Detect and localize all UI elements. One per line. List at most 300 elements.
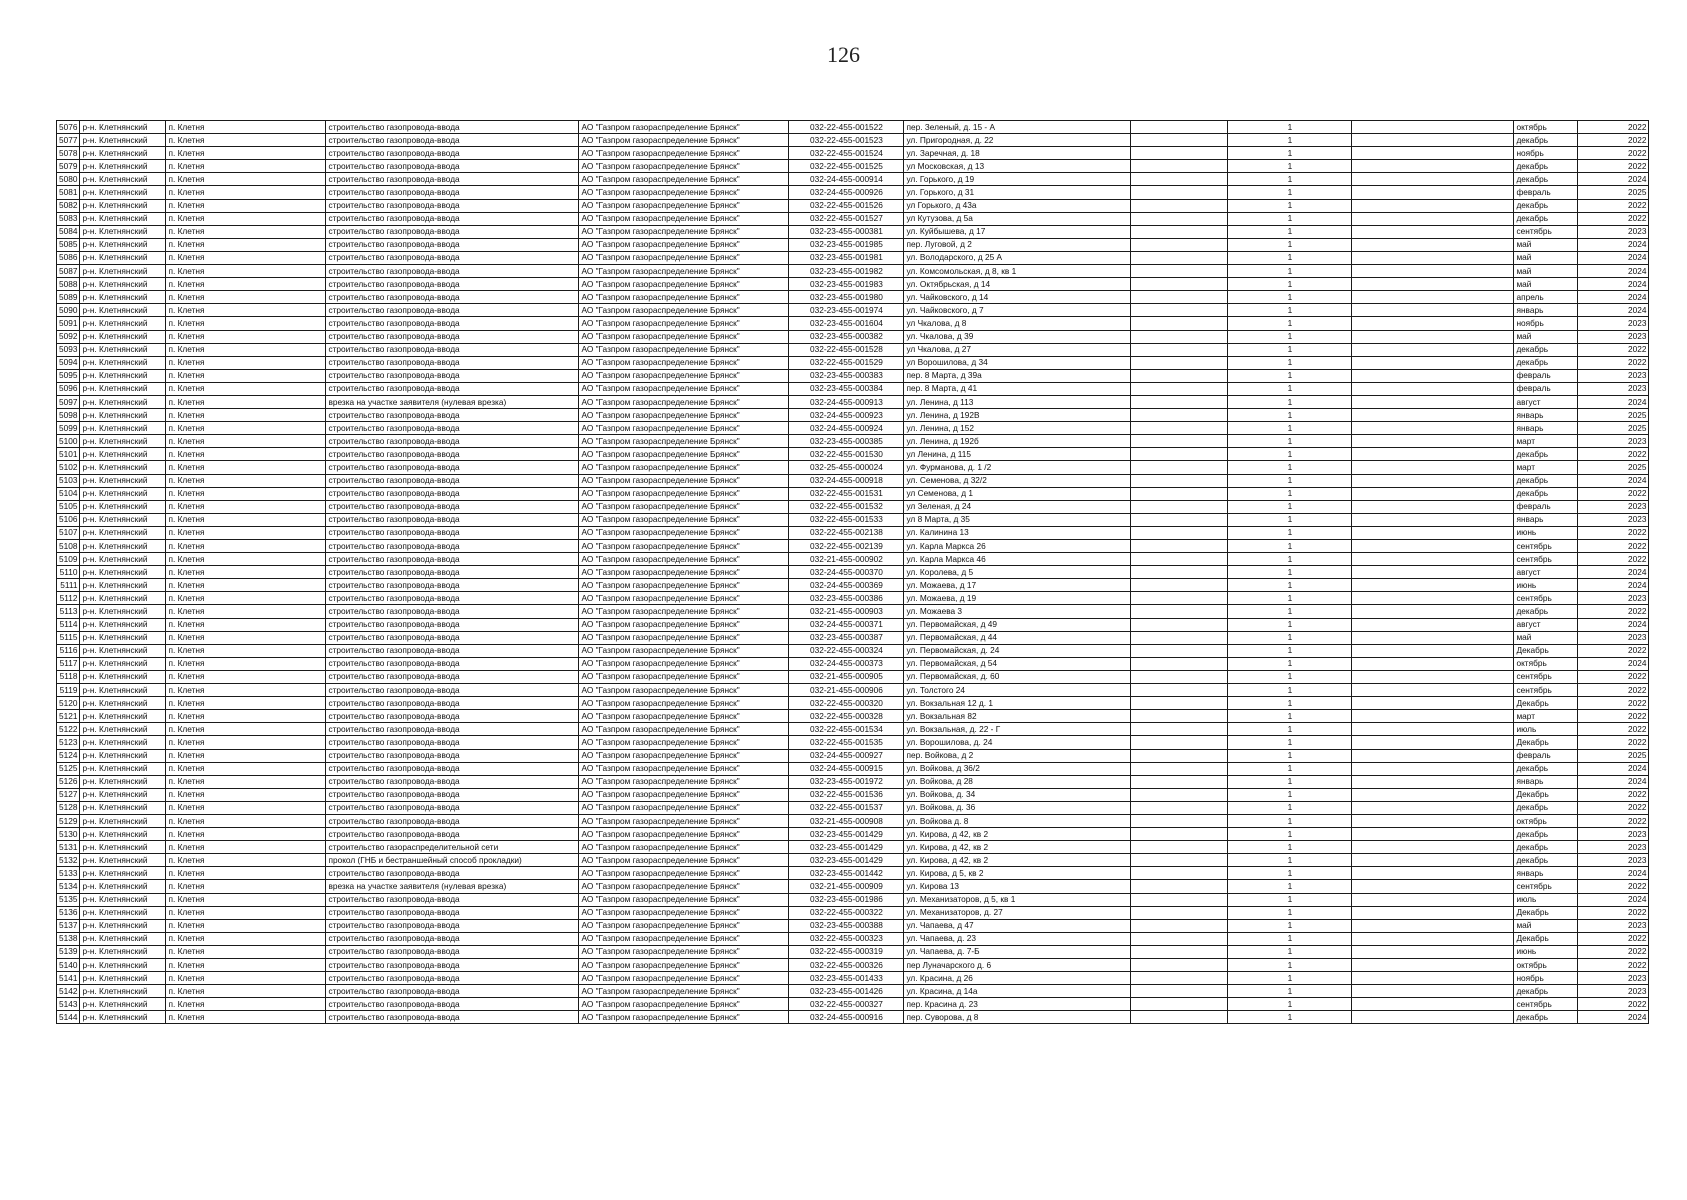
organization-cell: АО "Газпром газораспределение Брянск" <box>579 919 789 932</box>
district-cell: р-н. Клетнянский <box>80 526 166 539</box>
empty-cell <box>1131 251 1228 264</box>
quantity-cell: 1 <box>1228 618 1352 631</box>
month-cell: май <box>1514 278 1578 291</box>
empty-cell <box>1131 265 1228 278</box>
year-cell: 2024 <box>1578 1011 1649 1024</box>
empty-cell <box>1131 605 1228 618</box>
empty-cell <box>1352 265 1514 278</box>
district-cell: р-н. Клетнянский <box>80 749 166 762</box>
year-cell: 2024 <box>1578 304 1649 317</box>
address-cell: ул Горького, д 43а <box>904 199 1131 212</box>
district-cell: р-н. Клетнянский <box>80 670 166 683</box>
district-cell: р-н. Клетнянский <box>80 801 166 814</box>
empty-cell <box>1131 945 1228 958</box>
month-cell: март <box>1514 461 1578 474</box>
table-row <box>57 448 1649 461</box>
empty-cell <box>1131 814 1228 827</box>
settlement-cell: п. Клетня <box>166 435 326 448</box>
work-type-cell: строительство газопровода-ввода <box>326 540 579 553</box>
year-cell: 2022 <box>1578 710 1649 723</box>
organization-cell: АО "Газпром газораспределение Брянск" <box>579 487 789 500</box>
table-row <box>57 422 1649 435</box>
settlement-cell: п. Клетня <box>166 369 326 382</box>
work-type-cell: строительство газопровода-ввода <box>326 291 579 304</box>
month-cell: декабрь <box>1514 448 1578 461</box>
settlement-cell: п. Клетня <box>166 474 326 487</box>
work-type-cell: строительство газопровода-ввода <box>326 173 579 186</box>
work-type-cell: строительство газопровода-ввода <box>326 670 579 683</box>
work-type-cell: строительство газопровода-ввода <box>326 382 579 395</box>
empty-cell <box>1131 919 1228 932</box>
quantity-cell: 1 <box>1228 592 1352 605</box>
code-cell: 032-23-455-001604 <box>789 317 904 330</box>
work-type-cell: строительство газопровода-ввода <box>326 147 579 160</box>
district-cell: р-н. Клетнянский <box>80 330 166 343</box>
table-row <box>57 985 1649 998</box>
quantity-cell: 1 <box>1228 435 1352 448</box>
settlement-cell: п. Клетня <box>166 972 326 985</box>
empty-cell <box>1131 906 1228 919</box>
address-cell: ул. Кирова 13 <box>904 880 1131 893</box>
table-row <box>57 736 1649 749</box>
organization-cell: АО "Газпром газораспределение Брянск" <box>579 657 789 670</box>
table-row <box>57 945 1649 958</box>
settlement-cell: п. Клетня <box>166 513 326 526</box>
organization-cell: АО "Газпром газораспределение Брянск" <box>579 788 789 801</box>
district-cell: р-н. Клетнянский <box>80 723 166 736</box>
empty-cell <box>1131 985 1228 998</box>
table-row <box>57 631 1649 644</box>
settlement-cell: п. Клетня <box>166 998 326 1011</box>
year-cell: 2023 <box>1578 382 1649 395</box>
district-cell: р-н. Клетнянский <box>80 134 166 147</box>
work-type-cell: строительство газопровода-ввода <box>326 199 579 212</box>
address-cell: ул. Кирова, д 42, кв 2 <box>904 828 1131 841</box>
row-number-cell: 5098 <box>57 409 80 422</box>
organization-cell: АО "Газпром газораспределение Брянск" <box>579 605 789 618</box>
year-cell: 2024 <box>1578 566 1649 579</box>
address-cell: ул. Войкова, д. 34 <box>904 788 1131 801</box>
empty-cell <box>1352 134 1514 147</box>
settlement-cell: п. Клетня <box>166 382 326 395</box>
work-type-cell: строительство газопровода-ввода <box>326 566 579 579</box>
district-cell: р-н. Клетнянский <box>80 513 166 526</box>
row-number-cell: 5138 <box>57 932 80 945</box>
table-row <box>57 278 1649 291</box>
code-cell: 032-24-455-000371 <box>789 618 904 631</box>
district-cell: р-н. Клетнянский <box>80 382 166 395</box>
organization-cell: АО "Газпром газораспределение Брянск" <box>579 356 789 369</box>
row-number-cell: 5120 <box>57 697 80 710</box>
code-cell: 032-23-455-001426 <box>789 985 904 998</box>
address-cell: ул. Королева, д 5 <box>904 566 1131 579</box>
empty-cell <box>1352 959 1514 972</box>
table-row <box>57 788 1649 801</box>
district-cell: р-н. Клетнянский <box>80 828 166 841</box>
month-cell: январь <box>1514 422 1578 435</box>
address-cell: ул 8 Марта, д 35 <box>904 513 1131 526</box>
code-cell: 032-24-455-000915 <box>789 762 904 775</box>
address-cell: ул. Чайковского, д 14 <box>904 291 1131 304</box>
table-row <box>57 618 1649 631</box>
address-cell: ул. Володарского, д 25 А <box>904 251 1131 264</box>
row-number-cell: 5125 <box>57 762 80 775</box>
year-cell: 2024 <box>1578 657 1649 670</box>
settlement-cell: п. Клетня <box>166 736 326 749</box>
empty-cell <box>1131 893 1228 906</box>
empty-cell <box>1352 500 1514 513</box>
empty-cell <box>1352 684 1514 697</box>
address-cell: пер. 8 Марта, д 39а <box>904 369 1131 382</box>
month-cell: октябрь <box>1514 959 1578 972</box>
row-number-cell: 5079 <box>57 160 80 173</box>
year-cell: 2023 <box>1578 985 1649 998</box>
address-cell: ул. Калинина 13 <box>904 526 1131 539</box>
quantity-cell: 1 <box>1228 422 1352 435</box>
organization-cell: АО "Газпром газораспределение Брянск" <box>579 775 789 788</box>
work-type-cell: строительство газопровода-ввода <box>326 251 579 264</box>
empty-cell <box>1131 160 1228 173</box>
address-cell: ул Московская, д 13 <box>904 160 1131 173</box>
district-cell: р-н. Клетнянский <box>80 919 166 932</box>
empty-cell <box>1131 540 1228 553</box>
quantity-cell: 1 <box>1228 251 1352 264</box>
row-number-cell: 5100 <box>57 435 80 448</box>
empty-cell <box>1352 670 1514 683</box>
quantity-cell: 1 <box>1228 919 1352 932</box>
work-type-cell: врезка на участке заявителя (нулевая врезка) <box>326 880 579 893</box>
empty-cell <box>1352 710 1514 723</box>
empty-cell <box>1131 631 1228 644</box>
row-number-cell: 5142 <box>57 985 80 998</box>
table-row <box>57 697 1649 710</box>
quantity-cell: 1 <box>1228 461 1352 474</box>
empty-cell <box>1131 932 1228 945</box>
empty-cell <box>1131 880 1228 893</box>
quantity-cell: 1 <box>1228 343 1352 356</box>
code-cell: 032-22-455-000326 <box>789 959 904 972</box>
code-cell: 032-21-455-000905 <box>789 670 904 683</box>
row-number-cell: 5124 <box>57 749 80 762</box>
empty-cell <box>1352 173 1514 186</box>
district-cell: р-н. Клетнянский <box>80 985 166 998</box>
work-type-cell: строительство газопровода-ввода <box>326 684 579 697</box>
quantity-cell: 1 <box>1228 788 1352 801</box>
settlement-cell: п. Клетня <box>166 710 326 723</box>
settlement-cell: п. Клетня <box>166 828 326 841</box>
empty-cell <box>1352 212 1514 225</box>
address-cell: пер. Суворова, д 8 <box>904 1011 1131 1024</box>
district-cell: р-н. Клетнянский <box>80 841 166 854</box>
row-number-cell: 5092 <box>57 330 80 343</box>
settlement-cell: п. Клетня <box>166 186 326 199</box>
empty-cell <box>1352 160 1514 173</box>
code-cell: 032-23-455-001429 <box>789 841 904 854</box>
row-number-cell: 5077 <box>57 134 80 147</box>
code-cell: 032-22-455-001528 <box>789 343 904 356</box>
settlement-cell: п. Клетня <box>166 540 326 553</box>
organization-cell: АО "Газпром газораспределение Брянск" <box>579 382 789 395</box>
empty-cell <box>1131 448 1228 461</box>
settlement-cell: п. Клетня <box>166 251 326 264</box>
empty-cell <box>1131 710 1228 723</box>
month-cell: декабрь <box>1514 605 1578 618</box>
month-cell: июнь <box>1514 526 1578 539</box>
settlement-cell: п. Клетня <box>166 841 326 854</box>
empty-cell <box>1352 395 1514 408</box>
empty-cell <box>1352 723 1514 736</box>
empty-cell <box>1131 395 1228 408</box>
address-cell: ул. Войкова, д. 36 <box>904 801 1131 814</box>
quantity-cell: 1 <box>1228 121 1352 134</box>
empty-cell <box>1131 579 1228 592</box>
row-number-cell: 5137 <box>57 919 80 932</box>
empty-cell <box>1352 854 1514 867</box>
month-cell: декабрь <box>1514 841 1578 854</box>
code-cell: 032-22-455-001533 <box>789 513 904 526</box>
empty-cell <box>1352 422 1514 435</box>
month-cell: май <box>1514 265 1578 278</box>
empty-cell <box>1131 972 1228 985</box>
district-cell: р-н. Клетнянский <box>80 474 166 487</box>
month-cell: декабрь <box>1514 985 1578 998</box>
work-type-cell: строительство газопровода-ввода <box>326 736 579 749</box>
district-cell: р-н. Клетнянский <box>80 461 166 474</box>
row-number-cell: 5102 <box>57 461 80 474</box>
organization-cell: АО "Газпром газораспределение Брянск" <box>579 972 789 985</box>
empty-cell <box>1131 566 1228 579</box>
empty-cell <box>1131 186 1228 199</box>
year-cell: 2024 <box>1578 251 1649 264</box>
month-cell: Декабрь <box>1514 932 1578 945</box>
settlement-cell: п. Клетня <box>166 867 326 880</box>
empty-cell <box>1131 959 1228 972</box>
row-number-cell: 5101 <box>57 448 80 461</box>
row-number-cell: 5109 <box>57 553 80 566</box>
work-type-cell: строительство газопровода-ввода <box>326 762 579 775</box>
district-cell: р-н. Клетнянский <box>80 553 166 566</box>
empty-cell <box>1131 147 1228 160</box>
empty-cell <box>1131 684 1228 697</box>
empty-cell <box>1352 814 1514 827</box>
table-row <box>57 212 1649 225</box>
organization-cell: АО "Газпром газораспределение Брянск" <box>579 395 789 408</box>
address-cell: пер. Луговой, д 2 <box>904 238 1131 251</box>
district-cell: р-н. Клетнянский <box>80 972 166 985</box>
organization-cell: АО "Газпром газораспределение Брянск" <box>579 579 789 592</box>
row-number-cell: 5126 <box>57 775 80 788</box>
work-type-cell: строительство газопровода-ввода <box>326 644 579 657</box>
quantity-cell: 1 <box>1228 697 1352 710</box>
organization-cell: АО "Газпром газораспределение Брянск" <box>579 474 789 487</box>
empty-cell <box>1352 644 1514 657</box>
address-cell: ул. Войкова д. 8 <box>904 814 1131 827</box>
code-cell: 032-23-455-000387 <box>789 631 904 644</box>
work-type-cell: строительство газопровода-ввода <box>326 710 579 723</box>
month-cell: март <box>1514 710 1578 723</box>
year-cell: 2022 <box>1578 147 1649 160</box>
work-type-cell: строительство газопровода-ввода <box>326 238 579 251</box>
district-cell: р-н. Клетнянский <box>80 684 166 697</box>
row-number-cell: 5110 <box>57 566 80 579</box>
district-cell: р-н. Клетнянский <box>80 435 166 448</box>
address-cell: ул. Ленина, д 113 <box>904 395 1131 408</box>
empty-cell <box>1131 500 1228 513</box>
work-type-cell: строительство газопровода-ввода <box>326 631 579 644</box>
organization-cell: АО "Газпром газораспределение Брянск" <box>579 251 789 264</box>
address-cell: пер Луначарского д. 6 <box>904 959 1131 972</box>
settlement-cell: п. Клетня <box>166 343 326 356</box>
district-cell: р-н. Клетнянский <box>80 160 166 173</box>
work-type-cell: строительство газопровода-ввода <box>326 985 579 998</box>
work-type-cell: строительство газопровода-ввода <box>326 343 579 356</box>
work-type-cell: строительство газопровода-ввода <box>326 579 579 592</box>
year-cell: 2022 <box>1578 487 1649 500</box>
district-cell: р-н. Клетнянский <box>80 998 166 1011</box>
settlement-cell: п. Клетня <box>166 814 326 827</box>
table-row <box>57 526 1649 539</box>
district-cell: р-н. Клетнянский <box>80 395 166 408</box>
quantity-cell: 1 <box>1228 814 1352 827</box>
code-cell: 032-22-455-000323 <box>789 932 904 945</box>
code-cell: 032-21-455-000906 <box>789 684 904 697</box>
empty-cell <box>1131 775 1228 788</box>
work-type-cell: строительство газопровода-ввода <box>326 618 579 631</box>
table-row <box>57 972 1649 985</box>
empty-cell <box>1131 134 1228 147</box>
work-type-cell: строительство газопровода-ввода <box>326 225 579 238</box>
month-cell: февраль <box>1514 369 1578 382</box>
address-cell: ул. Карла Маркса 26 <box>904 540 1131 553</box>
table-row <box>57 670 1649 683</box>
year-cell: 2022 <box>1578 723 1649 736</box>
district-cell: р-н. Клетнянский <box>80 422 166 435</box>
month-cell: сентябрь <box>1514 670 1578 683</box>
code-cell: 032-24-455-000926 <box>789 186 904 199</box>
table-row <box>57 710 1649 723</box>
empty-cell <box>1352 356 1514 369</box>
year-cell: 2022 <box>1578 212 1649 225</box>
empty-cell <box>1352 448 1514 461</box>
empty-cell <box>1131 553 1228 566</box>
quantity-cell: 1 <box>1228 880 1352 893</box>
organization-cell: АО "Газпром газораспределение Брянск" <box>579 343 789 356</box>
organization-cell: АО "Газпром газораспределение Брянск" <box>579 592 789 605</box>
row-number-cell: 5131 <box>57 841 80 854</box>
organization-cell: АО "Газпром газораспределение Брянск" <box>579 265 789 278</box>
address-cell: ул. Первомайская, д 54 <box>904 657 1131 670</box>
row-number-cell: 5091 <box>57 317 80 330</box>
empty-cell <box>1131 1011 1228 1024</box>
organization-cell: АО "Газпром газораспределение Брянск" <box>579 553 789 566</box>
table-row <box>57 867 1649 880</box>
code-cell: 032-22-455-000322 <box>789 906 904 919</box>
district-cell: р-н. Клетнянский <box>80 605 166 618</box>
district-cell: р-н. Клетнянский <box>80 854 166 867</box>
quantity-cell: 1 <box>1228 775 1352 788</box>
table-row <box>57 435 1649 448</box>
empty-cell <box>1352 487 1514 500</box>
district-cell: р-н. Клетнянский <box>80 788 166 801</box>
empty-cell <box>1352 238 1514 251</box>
month-cell: сентябрь <box>1514 998 1578 1011</box>
work-type-cell: строительство газопровода-ввода <box>326 919 579 932</box>
address-cell: ул. Толстого 24 <box>904 684 1131 697</box>
empty-cell <box>1352 893 1514 906</box>
quantity-cell: 1 <box>1228 160 1352 173</box>
organization-cell: АО "Газпром газораспределение Брянск" <box>579 369 789 382</box>
row-number-cell: 5095 <box>57 369 80 382</box>
empty-cell <box>1131 854 1228 867</box>
quantity-cell: 1 <box>1228 186 1352 199</box>
row-number-cell: 5080 <box>57 173 80 186</box>
table-row <box>57 461 1649 474</box>
year-cell: 2022 <box>1578 959 1649 972</box>
empty-cell <box>1352 474 1514 487</box>
empty-cell <box>1352 251 1514 264</box>
district-cell: р-н. Клетнянский <box>80 906 166 919</box>
code-cell: 032-21-455-000903 <box>789 605 904 618</box>
year-cell: 2024 <box>1578 762 1649 775</box>
month-cell: ноябрь <box>1514 147 1578 160</box>
table-row <box>57 369 1649 382</box>
address-cell: ул. Механизаторов, д. 27 <box>904 906 1131 919</box>
organization-cell: АО "Газпром газораспределение Брянск" <box>579 736 789 749</box>
code-cell: 032-22-455-000320 <box>789 697 904 710</box>
empty-cell <box>1352 330 1514 343</box>
code-cell: 032-24-455-000924 <box>789 422 904 435</box>
year-cell: 2022 <box>1578 526 1649 539</box>
row-number-cell: 5086 <box>57 251 80 264</box>
organization-cell: АО "Газпром газораспределение Брянск" <box>579 697 789 710</box>
empty-cell <box>1352 998 1514 1011</box>
address-cell: ул. Вокзальная, д. 22 - Г <box>904 723 1131 736</box>
district-cell: р-н. Клетнянский <box>80 945 166 958</box>
table-row <box>57 382 1649 395</box>
empty-cell <box>1131 723 1228 736</box>
quantity-cell: 1 <box>1228 553 1352 566</box>
organization-cell: АО "Газпром газораспределение Брянск" <box>579 801 789 814</box>
month-cell: январь <box>1514 775 1578 788</box>
organization-cell: АО "Газпром газораспределение Брянск" <box>579 513 789 526</box>
settlement-cell: п. Клетня <box>166 212 326 225</box>
settlement-cell: п. Клетня <box>166 173 326 186</box>
year-cell: 2023 <box>1578 592 1649 605</box>
empty-cell <box>1352 985 1514 998</box>
row-number-cell: 5128 <box>57 801 80 814</box>
year-cell: 2022 <box>1578 945 1649 958</box>
district-cell: р-н. Клетнянский <box>80 212 166 225</box>
empty-cell <box>1352 801 1514 814</box>
code-cell: 032-24-455-000369 <box>789 579 904 592</box>
address-cell: ул. Чкалова, д 39 <box>904 330 1131 343</box>
empty-cell <box>1352 788 1514 801</box>
month-cell: сентябрь <box>1514 540 1578 553</box>
quantity-cell: 1 <box>1228 657 1352 670</box>
year-cell: 2023 <box>1578 500 1649 513</box>
district-cell: р-н. Клетнянский <box>80 710 166 723</box>
address-cell: ул. Первомайская, д. 24 <box>904 644 1131 657</box>
work-type-cell: строительство газопровода-ввода <box>326 932 579 945</box>
empty-cell <box>1352 304 1514 317</box>
code-cell: 032-22-455-001525 <box>789 160 904 173</box>
address-cell: ул. Куйбышева, д 17 <box>904 225 1131 238</box>
address-cell: ул. Красина, д 26 <box>904 972 1131 985</box>
year-cell: 2025 <box>1578 409 1649 422</box>
quantity-cell: 1 <box>1228 801 1352 814</box>
address-cell: ул. Пригородная, д. 22 <box>904 134 1131 147</box>
quantity-cell: 1 <box>1228 134 1352 147</box>
